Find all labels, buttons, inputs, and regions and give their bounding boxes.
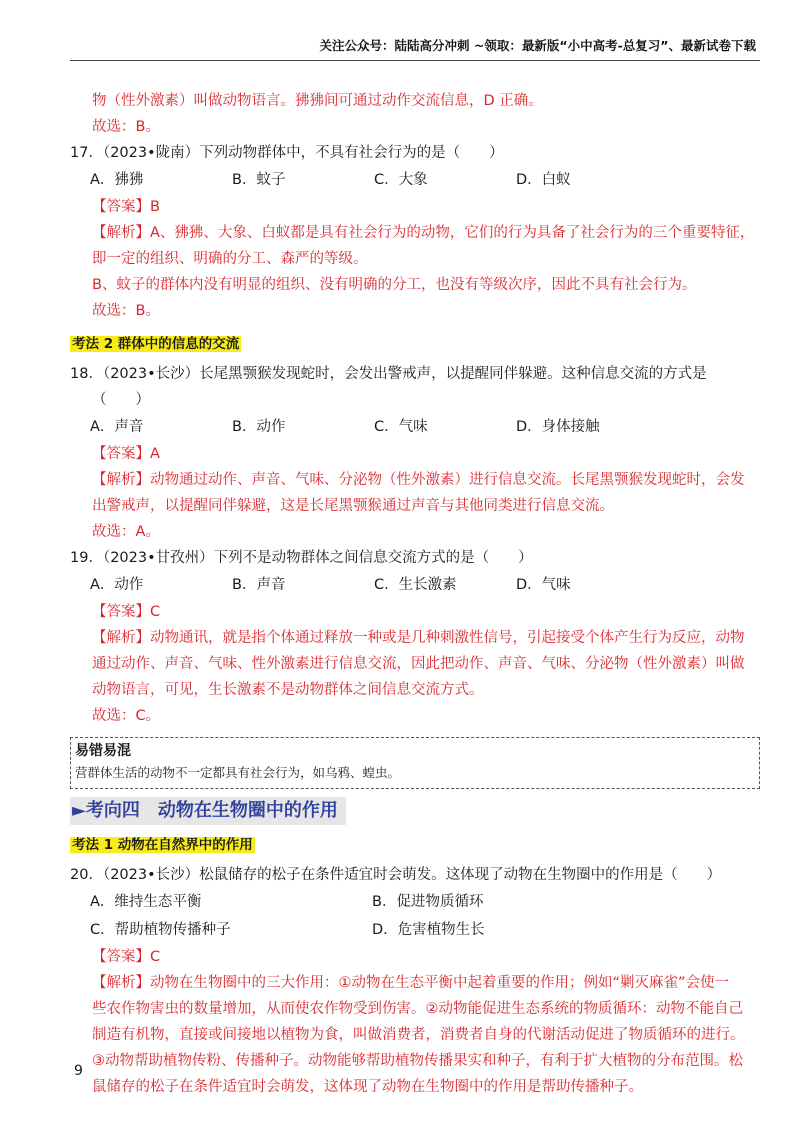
q19-result: 故选：C。: [92, 708, 161, 724]
q18-option-a: A．声音: [90, 419, 144, 435]
q19-answer: 【答案】C: [92, 604, 161, 620]
page-header: 关注公众号：陆陆高分冲刺 ~领取：最新版“小中高考-总复习”、最新试卷下载: [319, 38, 756, 53]
q19-analysis-1: 【解析】动物通讯，就是指个体通过释放一种或是几种刺激性信号，引起接受个体产生行为反应，动物: [92, 630, 745, 646]
q20-analysis-3: 制造有机物，直接或间接地以植物为食，叫做消费者，消费者自身的代谢活动促进了物质循环的进行。: [92, 1027, 745, 1043]
q19-option-a: A．动作: [90, 577, 144, 593]
q18-options: [70, 413, 760, 441]
q17-option-b: B．蚊子: [232, 172, 286, 188]
q20-option-d: D．危害植物生长: [372, 922, 485, 938]
q20-answer: 【答案】C: [92, 949, 161, 965]
q18-option-d: D．身体接触: [516, 419, 600, 435]
q20-analysis-1: 【解析】动物在生物圈中的三大作用：①动物在生态平衡中起着重要的作用；例如“剿灭麻雀”会使一: [92, 975, 730, 991]
q19-stem: 19．（2023•甘孜州）下列不是动物群体之间信息交流方式的是（ ）: [70, 550, 533, 566]
q17-analysis-3: B、蚊子的群体内没有明显的组织、没有明确的分工，也没有等级次序，因此不具有社会行为。: [92, 277, 697, 293]
q17-options: [70, 166, 760, 194]
carry-analysis: 物（性外激素）叫做动物语言。狒狒间可通过动作交流信息，D 正确。: [92, 93, 543, 109]
q20-analysis-5: 鼠储存的松子在条件适宜时会萌发，这体现了动物在生物圈中的作用是帮助传播种子。: [92, 1079, 643, 1095]
q17-answer: 【答案】B: [92, 199, 160, 215]
q18-answer: 【答案】A: [92, 446, 160, 462]
q19-analysis-2: 通过动作、声音、气味、性外激素进行信息交流，因此把动作、声音、气味、分泌物（性外激素）叫做: [92, 656, 745, 672]
q20-analysis-4: ③动物帮助植物传粉、传播种子。动物能够帮助植物传播果实和种子，有利于扩大植物的分布范围。松: [92, 1053, 743, 1069]
q20-option-a: A．维持生态平衡: [90, 894, 202, 910]
q18-analysis-1: 【解析】动物通过动作、声音、气味、分泌物（性外激素）进行信息交流。长尾黑颚猴发现蛇时，会发: [92, 472, 745, 488]
q19-option-c: C．生长激素: [374, 577, 457, 593]
q20-options: [70, 888, 760, 944]
carry-result: 故选：B。: [92, 119, 160, 135]
q20-option-c: C．帮助植物传播种子: [90, 922, 231, 938]
q19-analysis-3: 动物语言，可见，生长激素不是动物群体之间信息交流方式。: [92, 682, 484, 698]
q20-stem: 20．（2023•长沙）松鼠储存的松子在条件适宜时会萌发。这体现了动物在生物圈中的作用是（ ）: [70, 867, 722, 883]
q18-option-b: B．动作: [232, 419, 286, 435]
q19-options: [70, 571, 760, 599]
q19-option-d: D．气味: [516, 577, 571, 593]
q18-result: 故选：A。: [92, 524, 160, 540]
tip-body: 营群体生活的动物不一定都具有社会行为，如乌鸦、蝗虫。: [75, 765, 401, 780]
tip-box: [70, 737, 760, 789]
kaofa1-heading: 考法 1 动物在自然界中的作用: [72, 837, 253, 853]
q17-option-c: C．大象: [374, 172, 428, 188]
q18-option-c: C．气味: [374, 419, 428, 435]
page-number: 9: [74, 1063, 83, 1079]
q17-stem: 17．（2023•陇南）下列动物群体中，不具有社会行为的是（ ）: [70, 145, 504, 161]
page-content: [70, 88, 760, 1100]
section-heading: ►考向四 动物在生物圈中的作用: [70, 797, 346, 825]
q20-option-b: B．促进物质循环: [372, 894, 484, 910]
q18-stem-cont: （ ）: [92, 392, 150, 408]
q20-analysis-2: 些农作物害虫的数量增加，从而使农作物受到伤害。②动物能促进生态系统的物质循环：动物不能自己: [92, 1001, 743, 1017]
q17-analysis-1: 【解析】A、狒狒、大象、白蚁都是具有社会行为的动物，它们的行为具备了社会行为的三个重要特征，: [92, 225, 755, 241]
kaofa2-heading: 考法 2 群体中的信息的交流: [72, 336, 240, 352]
header-divider: [70, 60, 760, 61]
q18-stem: 18．（2023•长沙）长尾黑颚猴发现蛇时，会发出警戒声，以提醒同伴躲避。这种信息交流的方式是: [70, 366, 707, 382]
q19-option-b: B．声音: [232, 577, 286, 593]
q18-analysis-2: 出警戒声，以提醒同伴躲避，这是长尾黑颚猴通过声音与其他同类进行信息交流。: [92, 498, 614, 514]
q17-option-d: D．白蚁: [516, 172, 571, 188]
tip-title: 易错易混: [75, 743, 131, 759]
q17-analysis-2: 即一定的组织、明确的分工、森严的等级。: [92, 251, 368, 267]
q17-result: 故选：B。: [92, 303, 160, 319]
q17-option-a: A．狒狒: [90, 172, 144, 188]
